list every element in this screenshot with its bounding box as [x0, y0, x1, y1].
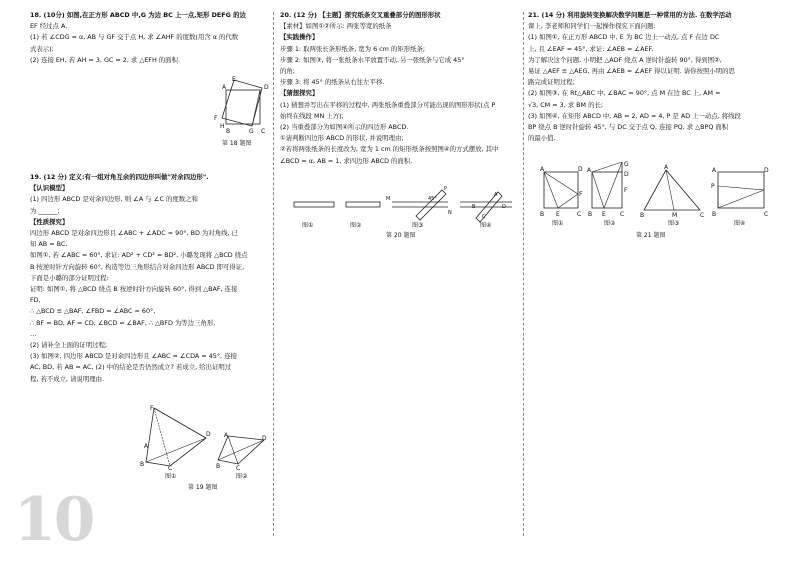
q18-point-F: F: [214, 115, 218, 122]
q21-f1-point-D: D: [578, 166, 583, 173]
q20-line: 步骤 3: 将 45° 的纸条从右往左平移.: [280, 78, 385, 87]
q21-fig3-label: 图③: [668, 220, 680, 227]
q19-line: 下面是小璐的部分证明过程:: [30, 273, 109, 282]
q21-f3-point-C: C: [700, 212, 705, 218]
q18-point-C: C: [261, 128, 266, 135]
page-number: 10: [14, 485, 94, 555]
q19-fig1-label: 图①: [165, 473, 177, 480]
question-18: [30, 10, 268, 66]
q19-line: 【认识模型】: [30, 184, 69, 193]
q19-fig2-label: 图②: [236, 473, 248, 480]
q21-f4-point-P: P: [711, 183, 715, 190]
q21-f4-point-B: B: [712, 211, 717, 218]
q19-f1-point-C: C: [168, 465, 173, 470]
question-20: [280, 10, 520, 167]
q19-f1-point-F: F: [150, 405, 154, 412]
q21-figure-3: [640, 164, 708, 218]
q21-f1-point-E: E: [556, 211, 560, 218]
q21-line: 为了解决这个问题, 小明把 △ADF 绕点 A 逆时针旋转 90°, 得到图②,: [528, 55, 722, 64]
q20-line: (2) 当重叠部分为如图④所示的四边形 ABCD.: [280, 123, 409, 132]
q21-f2-point-F: F: [624, 187, 628, 194]
q21-line: 的最小值.: [528, 134, 556, 143]
q21-fig4-label: 图④: [734, 220, 746, 227]
q20-fig1-label: 图①: [302, 222, 314, 229]
q20-line: 始终在线段 MN 上方);: [280, 111, 344, 120]
q19-line: ∴ △BCD ≌ △BAF, ∠FBD = ∠ABC = 60°,: [30, 307, 156, 316]
q18-point-E: E: [232, 76, 236, 83]
q20-f4-point-D: D: [502, 204, 506, 210]
column-divider: [273, 12, 274, 536]
q19-line: AC, BD, 若 AB = AC, (2) 中的结论是否仍然成立? 若成立, 给出证明过: [30, 363, 232, 372]
q21-caption: 第 21 题图: [636, 232, 666, 239]
q21-line: √3, CM = 3, 求 BM 的长;: [528, 100, 604, 109]
q21-line: (3) 如图④, 在矩形 ABCD 中, AB = 2, AD = 4, P 是 AD 上一动点, 将线段: [528, 111, 741, 120]
q19-line: ∴ BF = BD, AF = CD, ∠BCD = ∠BAF, ∴ △BFD 为等边三角形,: [30, 318, 216, 327]
q20-line: 【猜想探究】: [280, 89, 319, 98]
q20-line: 20. (12 分) 【主题】探究纸条交叉重叠部分的图形形状: [280, 11, 441, 19]
q18-line: 18. (10分) 如图,在正方形 ABCD 中,G 为边 BC 上一点,矩形 DEFG 的边: [30, 11, 246, 19]
q21-figure-1: [538, 166, 584, 218]
q19-f1-point-A: A: [144, 443, 149, 450]
q20-line: ∠BCD = α, AB = 1, 求四边形 ABCD 的面积.: [280, 156, 413, 165]
q21-figure-2: [586, 160, 634, 218]
q21-f2-point-G: G: [624, 161, 629, 168]
q21-f3-point-A: A: [664, 164, 669, 171]
q20-f3-point-P: P: [444, 186, 448, 192]
q21-f3-point-M: M: [672, 212, 678, 218]
q18-point-D: D: [264, 84, 269, 91]
q19-line: 如图①, 若 ∠ABC = 60°, 求证: AD² + CD² = BD², 小璐发现将 △BCD 绕点: [30, 251, 248, 260]
q21-line: 课上, 李老师和同学们一起操作探究下面问题:: [528, 22, 656, 31]
q19-line: (2) 请补全上面的证明过程;: [30, 341, 108, 350]
q20-line: 【素材】如图①②所示: 两张等宽的纸条: [280, 22, 392, 31]
question-21: [528, 10, 790, 144]
q21-line: 上, 且 ∠EAF = 45°, 求证: ∠AEB = ∠AEF.: [528, 44, 654, 53]
q20-f4-point-C: C: [482, 214, 486, 220]
q19-line: 证明: 如图①, 将 △BCD 绕点 B 按逆时针方向旋转 60°, 得到 △BAF, 连接: [30, 285, 238, 294]
q18-line: (2) 连接 EH, 若 AH = 3, GC = 2, 求 △EFH 的面积.: [30, 55, 180, 64]
q19-f2-point-A: A: [224, 432, 229, 439]
q21-f2-point-C: C: [620, 211, 625, 218]
q18-point-G: G: [249, 128, 254, 135]
q19-line: (1) 四边形 ABCD 是对余四边形, 则 ∠A 与 ∠C 的度数之和: [30, 195, 198, 204]
q18-point-H: H: [220, 123, 225, 130]
q21-fig2-label: 图②: [604, 220, 616, 227]
q21-f2-point-B: B: [588, 211, 593, 218]
q21-line: (1) 如图①, 在正方形 ABCD 中, E 为 BC 边上一动点, 点 F 在边 DC: [528, 33, 720, 42]
q19-figure-1: [140, 404, 212, 470]
q18-line: 式表示);: [30, 44, 54, 53]
q19-f2-point-B: B: [216, 463, 221, 470]
q20-line: 步骤 2: 如图③, 将一张纸条水平放置不动, 另一张纸条与它成 45°: [280, 55, 465, 64]
question-19: [30, 172, 268, 385]
q21-fig1-label: 图①: [552, 220, 564, 227]
q20-fig3-label: 图③: [412, 222, 424, 229]
q18-point-A: A: [222, 84, 227, 91]
q19-f2-point-C: C: [236, 465, 241, 470]
q20-f4-point-B: B: [472, 204, 476, 210]
q21-line: 易证 △AEF ≌ △AEG, 再由 ∠AEB = ∠AEF 得以证明. 请你按照小明的思: [528, 67, 735, 76]
q19-line: 程, 若不成立, 请说明理由.: [30, 374, 105, 383]
q20-f3-point-M: M: [386, 196, 391, 202]
q21-f1-point-C: C: [577, 211, 582, 218]
q21-f2-point-A: A: [587, 167, 592, 174]
q20-line: (1) 猜想并写出在平移的过程中, 两张纸条重叠部分可能出现的图形形状(点 P: [280, 100, 496, 109]
q21-f4-point-C: C: [764, 211, 769, 218]
q18-line: (1) 若 ∠CDG = α, AB 与 GF 交于点 H, 求 ∠AHF 的度数(用含 α 的代数: [30, 33, 239, 42]
q19-line: 四边形 ABCD 是对余四边形且 ∠ABC + ∠ADC = 90°, BD 为对角线, 已: [30, 229, 238, 238]
q18-point-B: B: [226, 128, 231, 135]
q18-line: EF 经过点 A.: [30, 22, 68, 31]
q21-line: 路完成证明过程;: [528, 78, 575, 87]
q20-line: ②若将两张纸条的长度改为, 宽为 1 cm 的矩形纸条按照图④的方式摆放, 其中: [280, 145, 499, 154]
q20-line: 的角;: [280, 67, 295, 76]
q19-line: B 按逆时针方向旋转 60°, 构造等边三角形结合对余四边形 ABCD 即可得证,: [30, 262, 245, 271]
q19-line: 为 ______;: [30, 206, 60, 215]
q19-line: FD,: [30, 296, 41, 305]
q21-f1-point-F: F: [579, 191, 583, 198]
q21-line: 21. (14 分) 利用旋转变换解决数学问题是一种常用的方法. 在数学活动: [528, 11, 732, 19]
column-divider: [523, 12, 524, 536]
q20-line: ①请判断四边形 ABCD 的形状, 并说明理由;: [280, 134, 404, 143]
q21-f1-point-B: B: [540, 211, 545, 218]
q20-f3-point-N: N: [448, 210, 452, 216]
q19-f1-point-D: D: [206, 431, 211, 438]
q20-f3-angle: 45°: [428, 196, 437, 202]
q21-f3-point-B: B: [640, 212, 645, 218]
q20-fig4-label: 图④: [480, 222, 492, 229]
q21-f4-point-D: D: [764, 167, 769, 174]
q21-f4-point-A: A: [712, 167, 717, 174]
q19-caption: 第 19 题图: [188, 484, 218, 491]
q21-line: BP 绕点 B 逆时针旋转 45°, 与 DC 交于点 Q, 连接 PQ, 求 △BPQ 面积: [528, 123, 729, 132]
q18-figure: [212, 76, 276, 136]
q21-line: (2) 如图③, 在 Rt△ABC 中, ∠BAC = 90°, 点 M 在边 BC 上, AM =: [528, 89, 721, 98]
q20-fig2-label: 图②: [350, 222, 362, 229]
q19-line: 19. (12 分) 定义:有一组对角互余的四边形叫做"对余四边形".: [30, 173, 209, 181]
q19-f1-point-B: B: [140, 461, 145, 468]
q20-line: 【实践操作】: [280, 33, 319, 42]
q21-f2-point-D: D: [624, 171, 629, 178]
q18-caption: 第 18 题图: [222, 140, 252, 147]
q20-caption: 第 20 题图: [386, 232, 416, 239]
q19-f2-point-D: D: [262, 435, 267, 442]
q20-f4-point-A: A: [494, 192, 498, 198]
q19-line: …: [30, 329, 37, 338]
q21-figure-4: [710, 166, 770, 218]
q21-f2-point-E: E: [602, 211, 606, 218]
q21-f1-point-A: A: [540, 166, 545, 173]
q19-line: 知 AB = BC.: [30, 240, 68, 249]
q19-line: 【性质探究】: [30, 217, 69, 226]
q19-figure-2: [216, 432, 268, 470]
q19-line: (3) 如图②, 四边形 ABCD 是对余四边形且 ∠ABC = ∠CDA = 45°, 连接: [30, 352, 237, 361]
q20-line: 步骤 1: 取两张长条形纸条, 宽为 6 cm 的矩形纸条;: [280, 44, 426, 53]
